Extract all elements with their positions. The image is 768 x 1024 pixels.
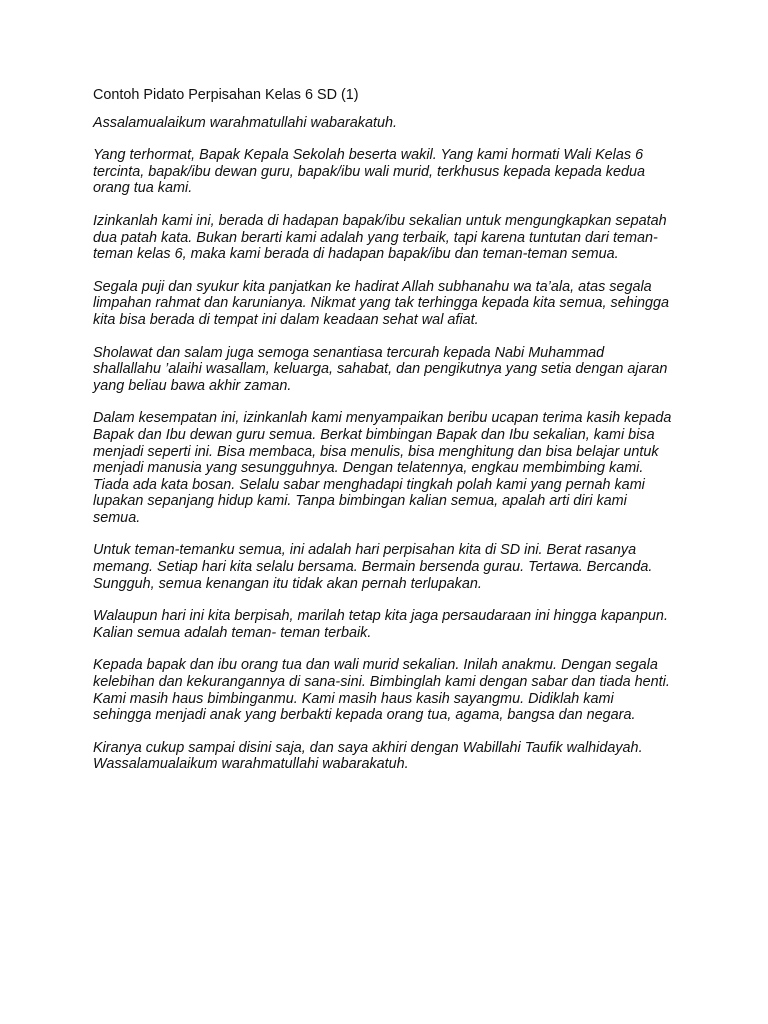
paragraph-sholawat: Sholawat dan salam juga semoga senantiasa tercurah kepada Nabi Muhammad shallallahu ’alaihi wasallam, keluarga, sahabat, dan pengikutnya yang setia dengan ajaran yang beliau bawa akhir zaman. [93, 344, 668, 394]
paragraph-to-parents: Kepada bapak dan ibu orang tua dan wali murid sekalian. Inilah anakmu. Dengan segala kelebihan dan kekurangannya di sana-sini. Bimbinglah kami dengan sabar dan tiada henti. Kami masih haus bimbinganmu. Kami masih haus kasih sayangmu. Didiklah kami sehingga menjadi anak yang berbakti kepada orang tua, agama, bangsa dan negara. [93, 657, 670, 724]
paragraph-thanks-teachers: Dalam kesempatan ini, izinkanlah kami menyampaikan beribu ucapan terima kasih kepada Bapak dan Ibu dewan guru semua. Berkat bimbingan Bapak dan Ibu sekalian, kami bisa menjadi seperti ini. Bisa membaca, bisa menulis, bisa menghitung dan bisa belajar untuk menjadi manusia yang sesungguhnya. Dengan telatennya, engkau membimbing kami. Tiada ada kata bosan. Selalu sabar menghadapi tingkah polah kami yang pernah kami lupakan sepanjang hidup kami. Tanpa bimbingan kalian semua, apalah arti diri kami semua. [93, 410, 672, 526]
paragraph-introduction: Izinkanlah kami ini, berada di hadapan bapak/ibu sekalian untuk mengungkapkan sepatah dua patah kata. Bukan berarti kami adalah yang terbaik, tapi karena tuntutan dari teman-teman kelas 6, maka kami berada di hadapan bapak/ibu dan teman-teman semua. [93, 212, 667, 263]
paragraph-to-friends: Untuk teman-temanku semua, ini adalah hari perpisahan kita di SD ini. Berat rasanya memang. Setiap hari kita selalu bersama. Bermain bersenda gurau. Tertawa. Bercanda. Sungguh, semua kenangan itu tidak akan pernah terlupakan. [93, 542, 653, 592]
document-body [93, 87, 675, 789]
paragraph-closing: Kiranya cukup sampai disini saja, dan saya akhiri dengan Wabillahi Taufik walhidayah. Wassalamualaikum warahmatullahi wabarakatuh. [93, 739, 643, 773]
paragraph-greeting: Assalamualaikum warahmatullahi wabarakatuh. [93, 114, 397, 131]
document-title: Contoh Pidato Perpisahan Kelas 6 SD (1) [93, 87, 359, 103]
paragraph-brotherhood: Walaupun hari ini kita berpisah, marilah tetap kita jaga persaudaraan ini hingga kapanpun. Kalian semua adalah teman- teman terbaik. [93, 608, 668, 641]
paragraph-gratitude-to-god: Segala puji dan syukur kita panjatkan ke hadirat Allah subhanahu wa ta’ala, atas segala limpahan rahmat dan karunianya. Nikmat yang tak terhingga kepada kita semua, sehingga kita bisa berada di tempat ini dalam keadaan sehat wal afiat. [93, 278, 669, 328]
paragraph-salutation: Yang terhormat, Bapak Kepala Sekolah beserta wakil. Yang kami hormati Wali Kelas 6 tercinta, bapak/ibu dewan guru, bapak/ibu wali murid, terkhusus kepada kepada kedua orang tua kami. [93, 147, 645, 197]
